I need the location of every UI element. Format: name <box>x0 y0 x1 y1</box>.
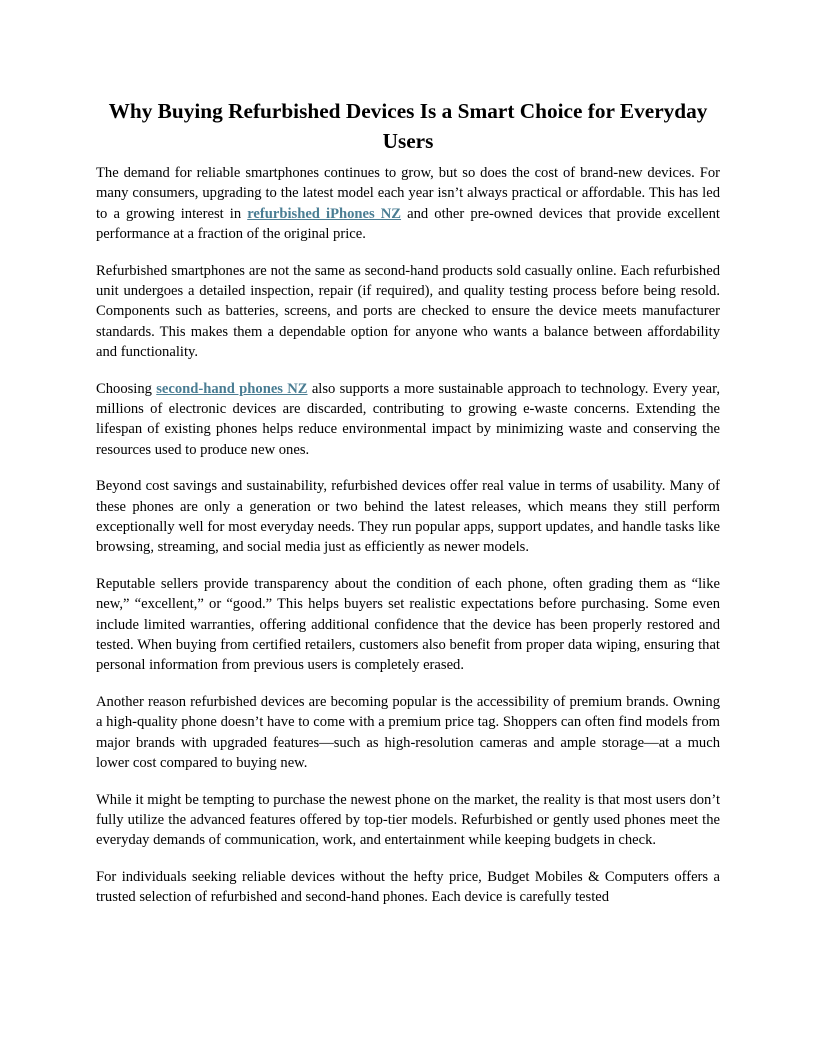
paragraph-text: also supports a more sustainable approach to technology. Every year, millions of electronic devices are discarded, contributing to growing e-waste concerns. Extending the lifespan of existing phones helps reduce environmental impact by minimizing waste and conserving the resources used to produce new ones. <box>96 380 720 458</box>
paragraph-6: Another reason refurbished devices are becoming popular is the accessibility of premium brands. Owning a high-quality phone doesn’t have to come with a premium price tag. Shoppers can often find models from major brands with upgraded features—such as high-resolution cameras and ample storage—at a much lower cost compared to buying new. <box>96 694 720 772</box>
paragraph-text: Choosing <box>96 380 157 397</box>
paragraph-text: The demand for reliable smartphones continues to grow, but so does the cost of brand-new devices. For many consumers, upgrading to the latest model each year isn’t always practical or affordable. This has led to a growing interest in <box>96 165 720 222</box>
second-hand-phones-link[interactable]: second-hand phones NZ <box>156 380 308 397</box>
paragraph-4: Beyond cost savings and sustainability, refurbished devices offer real value in terms of usability. Many of these phones are only a generation or two behind the latest releases, which means they still perform exceptionally well for most everyday needs. They run popular apps, support updates, and handle tasks like browsing, streaming, and social media just as efficiently as newer models. <box>96 478 720 556</box>
paragraph-2: Refurbished smartphones are not the same as second-hand products sold casually online. Each refurbished unit undergoes a detailed inspection, repair (if required), and quality testing process before being resold. Components such as batteries, screens, and ports are checked to ensure the device meets manufacturer standards. This makes them a dependable option for anyone who wants a balance between affordability and functionality. <box>96 262 720 361</box>
refurbished-iphones-link[interactable]: refurbished iPhones NZ <box>247 205 402 222</box>
paragraph-7: While it might be tempting to purchase the newest phone on the market, the reality is that most users don’t fully utilize the advanced features offered by top-tier models. Refurbished or gently used phones meet the everyday demands of communication, work, and entertainment while keeping budgets in check. <box>96 791 720 849</box>
paragraph-8: For individuals seeking reliable devices without the hefty price, Budget Mobiles & Computers offers a trusted selection of refurbished and second-hand phones. Each device is carefully tested <box>96 869 720 906</box>
article-body <box>96 163 720 924</box>
paragraph-text: and other pre-owned devices that provide excellent performance at a fraction of the original price. <box>96 205 720 243</box>
paragraph-3 <box>96 379 720 460</box>
page-title: Why Buying Refurbished Devices Is a Smart Choice for Everyday Users <box>108 99 708 153</box>
paragraph-5: Reputable sellers provide transparency about the condition of each phone, often grading them as “like new,” “excellent,” or “good.” This helps buyers set realistic expectations before purchasing. Some even include limited warranties, offering additional confidence that the device has been properly restored and tested. When buying from certified retailers, customers also benefit from proper data wiping, ensuring that personal information from previous users is completely erased. <box>96 576 720 674</box>
paragraph-1 <box>96 163 720 244</box>
